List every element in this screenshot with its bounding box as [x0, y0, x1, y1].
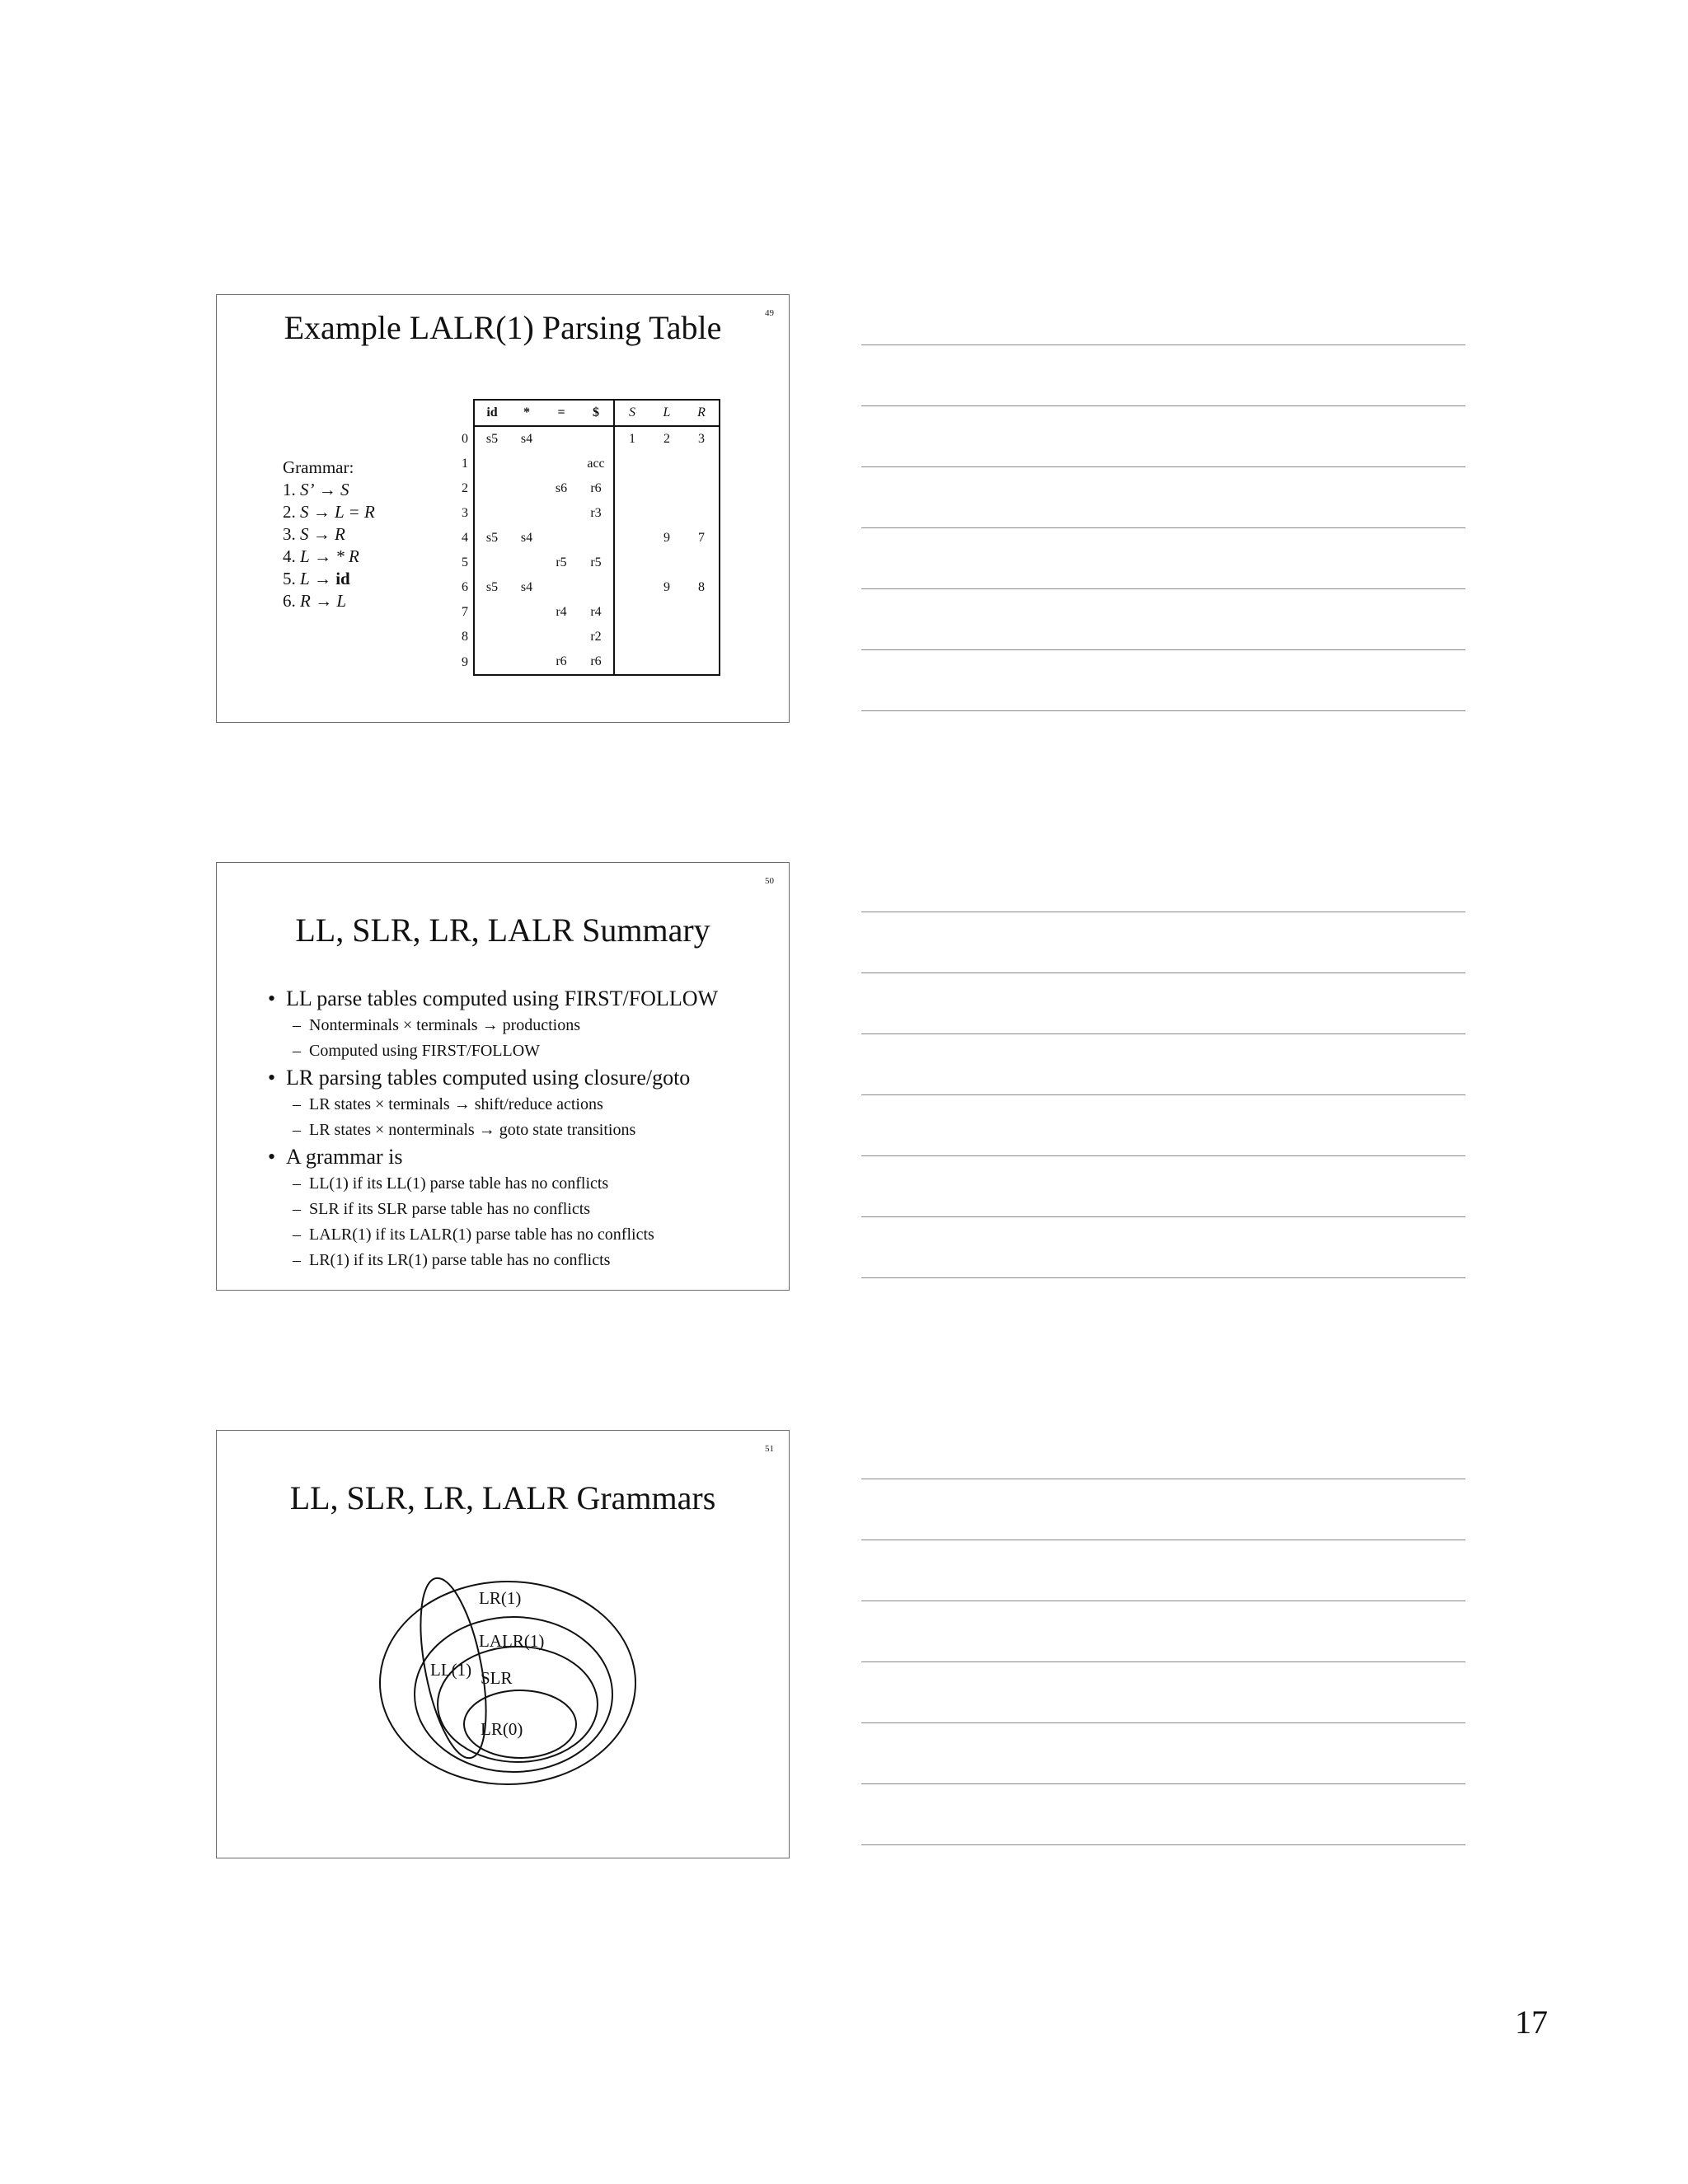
table-cell — [509, 649, 544, 675]
page-number: 17 — [1515, 2004, 1548, 2041]
notes-lines — [861, 912, 1465, 1338]
slide-number: 50 — [765, 876, 774, 886]
grammar-rule: 2. S → L = R — [283, 502, 375, 522]
table-cell — [544, 526, 579, 551]
table-cell: 9 — [663, 580, 670, 594]
column-header: * — [509, 400, 544, 426]
note-line — [861, 710, 1465, 711]
table-row — [445, 649, 720, 675]
table-cell: r4 — [590, 605, 602, 619]
table-cell: 9 — [663, 531, 670, 545]
column-header: L — [649, 400, 684, 426]
table-cell — [579, 575, 614, 600]
table-cell — [509, 452, 544, 476]
column-header: $ — [579, 400, 614, 426]
table-cell — [684, 649, 720, 675]
venn-label-lalr1: LALR(1) — [479, 1631, 545, 1651]
sub-bullet-item: – LALR(1) if its LALR(1) parse table has no conflicts — [293, 1226, 654, 1244]
table-cell — [614, 526, 649, 551]
table-cell — [509, 501, 544, 526]
slide-49 — [216, 294, 790, 723]
table-cell — [684, 625, 720, 649]
table-row — [445, 501, 720, 526]
table-cell — [509, 600, 544, 625]
note-line — [861, 1033, 1465, 1034]
table-cell — [614, 575, 649, 600]
column-header: R — [684, 400, 720, 426]
table-cell — [544, 625, 579, 649]
note-line — [861, 527, 1465, 528]
state-cell: 0 — [445, 426, 474, 452]
grammar-rule: 5. L → id — [283, 569, 350, 588]
note-line — [861, 1844, 1465, 1845]
state-cell: 4 — [445, 526, 474, 551]
table-row — [445, 452, 720, 476]
column-header: = — [544, 400, 579, 426]
grammar-rule: 6. R → L — [283, 591, 347, 611]
table-cell — [474, 600, 509, 625]
table-cell: s5 — [485, 432, 499, 446]
slide-title: LL, SLR, LR, LALR Summary — [295, 912, 710, 949]
table-row — [445, 600, 720, 625]
slide-title: LL, SLR, LR, LALR Grammars — [289, 1479, 716, 1516]
table-row — [445, 526, 720, 551]
venn-diagram — [217, 1431, 790, 1859]
state-cell: 7 — [445, 600, 474, 625]
note-line — [861, 405, 1465, 406]
table-header-row — [445, 400, 720, 426]
venn-label-slr: SLR — [481, 1668, 513, 1688]
table-cell: r6 — [590, 481, 602, 495]
table-cell: r6 — [544, 649, 579, 675]
table-cell: r3 — [590, 506, 602, 520]
table-cell — [649, 452, 684, 476]
table-cell — [684, 501, 720, 526]
state-cell: 2 — [445, 476, 474, 501]
note-line — [861, 1722, 1465, 1723]
note-line — [861, 1094, 1465, 1095]
sub-bullet-item: – LR(1) if its LR(1) parse table has no conflicts — [293, 1251, 611, 1269]
state-cell: 9 — [445, 649, 474, 675]
table-body — [445, 426, 720, 675]
table-cell: 7 — [684, 526, 720, 551]
table-cell: r5 — [556, 555, 567, 569]
note-line — [861, 344, 1465, 345]
table-cell — [614, 551, 649, 575]
slide-number: 49 — [765, 308, 774, 318]
table-cell — [614, 649, 649, 675]
table-cell: 1 — [614, 426, 649, 452]
table-cell — [614, 452, 649, 476]
column-header: S — [614, 400, 649, 426]
table-cell — [684, 476, 720, 501]
table-cell: 8 — [684, 575, 720, 600]
note-line — [861, 1277, 1465, 1278]
sub-bullet-item: – SLR if its SLR parse table has no conflicts — [293, 1200, 591, 1218]
grammar-rule: 3. S → R — [283, 524, 345, 544]
grammar-block — [283, 457, 375, 612]
grammar-rule: 4. L → * R — [283, 546, 359, 566]
table-cell: r2 — [590, 630, 602, 644]
table-cell — [474, 649, 509, 675]
table-cell — [544, 575, 579, 600]
table-cell — [544, 426, 579, 452]
table-cell — [614, 501, 649, 526]
bullet-list — [268, 985, 779, 1273]
table-cell — [614, 600, 649, 625]
note-line — [861, 1155, 1465, 1156]
table-row — [445, 575, 720, 600]
note-line — [861, 649, 1465, 650]
table-cell: s6 — [555, 481, 568, 495]
bullet-item: • LL parse tables computed using FIRST/FOLLOW — [268, 987, 719, 1010]
table-cell — [614, 625, 649, 649]
table-cell — [544, 452, 579, 476]
grammar-heading: Grammar: — [283, 457, 354, 477]
sub-bullet-item: – LR states × terminals → shift/reduce actions — [293, 1095, 603, 1113]
table-cell — [474, 476, 509, 501]
slide-50 — [216, 862, 790, 1291]
sub-bullet-item: – LL(1) if its LL(1) parse table has no conflicts — [293, 1174, 609, 1193]
table-cell: s5 — [485, 531, 499, 545]
table-cell: 3 — [684, 426, 720, 452]
note-line — [861, 1216, 1465, 1217]
table-cell — [474, 625, 509, 649]
venn-label-ll1: LL(1) — [430, 1660, 472, 1680]
table-cell — [579, 426, 614, 452]
table-cell: r6 — [579, 649, 614, 675]
notes-lines — [861, 344, 1465, 771]
note-line — [861, 972, 1465, 973]
table-cell: r4 — [556, 605, 567, 619]
column-header: id — [474, 400, 509, 426]
table-cell — [579, 526, 614, 551]
table-cell — [684, 600, 720, 625]
table-cell — [649, 649, 684, 675]
slide-number: 51 — [765, 1444, 774, 1454]
slide-51 — [216, 1430, 790, 1858]
table-cell: s4 — [520, 531, 533, 545]
table-cell — [649, 476, 684, 501]
venn-label-lr0: LR(0) — [481, 1719, 523, 1739]
sub-bullet-item: – Nonterminals × terminals → productions — [293, 1016, 581, 1034]
parsing-table — [445, 399, 720, 676]
table-cell — [509, 476, 544, 501]
note-line — [861, 1661, 1465, 1662]
table-cell — [474, 501, 509, 526]
venn-label-lr1: LR(1) — [479, 1588, 522, 1608]
state-cell: 8 — [445, 625, 474, 649]
table-cell: s4 — [520, 432, 533, 446]
notes-lines — [861, 1479, 1465, 1905]
table-cell — [649, 625, 684, 649]
state-cell: 3 — [445, 501, 474, 526]
note-line — [861, 588, 1465, 589]
table-cell — [614, 476, 649, 501]
grammar-rule: 1. S’ → S — [283, 480, 349, 499]
table-cell: acc — [587, 457, 605, 471]
table-cell — [684, 452, 720, 476]
bullet-item: • LR parsing tables computed using closure/goto — [268, 1066, 691, 1090]
table-row — [445, 426, 720, 452]
table-row — [445, 625, 720, 649]
table-cell: s5 — [485, 580, 499, 594]
table-cell: 2 — [663, 432, 670, 446]
table-cell — [649, 600, 684, 625]
table-cell — [684, 551, 720, 575]
table-cell — [649, 501, 684, 526]
table-cell: s4 — [520, 580, 533, 594]
table-cell: r5 — [590, 555, 602, 569]
bullet-item: • A grammar is — [268, 1145, 403, 1169]
sub-bullet-item: – Computed using FIRST/FOLLOW — [293, 1042, 541, 1060]
table-cell — [509, 551, 544, 575]
table-cell — [544, 501, 579, 526]
table-cell — [474, 452, 509, 476]
state-cell: 1 — [445, 452, 474, 476]
table-row — [445, 551, 720, 575]
note-line — [861, 1783, 1465, 1784]
table-row — [445, 476, 720, 501]
table-cell — [509, 625, 544, 649]
state-cell: 6 — [445, 575, 474, 600]
table-cell — [649, 551, 684, 575]
table-cell — [474, 551, 509, 575]
sub-bullet-item: – LR states × nonterminals → goto state transitions — [293, 1121, 636, 1139]
slide-title: Example LALR(1) Parsing Table — [284, 309, 722, 346]
state-cell: 5 — [445, 551, 474, 575]
note-line — [861, 466, 1465, 467]
